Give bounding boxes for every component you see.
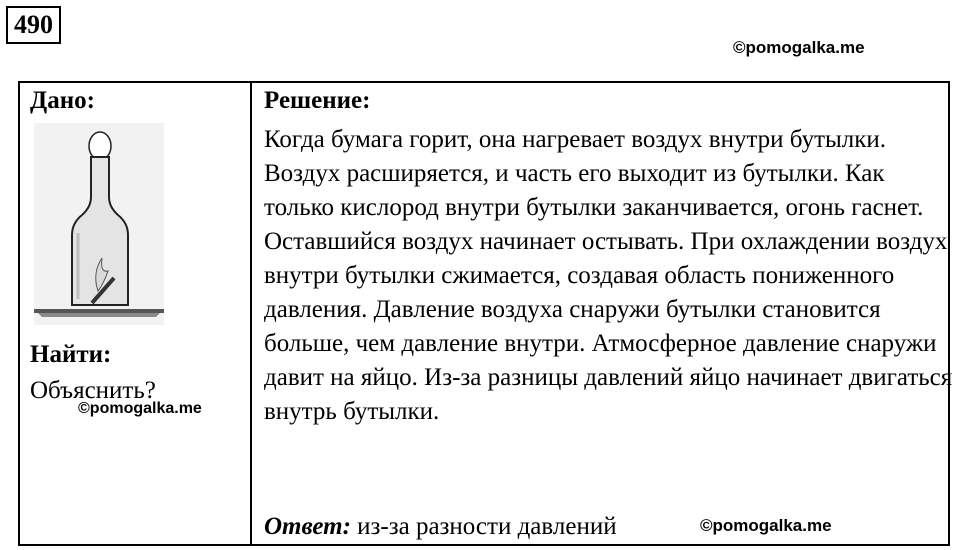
given-column [19,82,251,545]
watermark-bottom: ©pomogalka.me [700,516,832,535]
find-label: Найти: [30,341,112,368]
find-value: Объяснить? [30,377,156,404]
watermark-top: ©pomogalka.me [733,38,865,57]
given-label: Дано: [30,87,95,114]
problem-number: 490 [6,6,61,44]
answer-line [264,513,617,541]
solution-text: Когда бумага горит, она нагревает воздух внутри бутылки. Воздух расширяется, и часть его выходит из бутылки. Как только кислород внутри бутылки заканчивается, огонь гаснет. Оставшийся воздух начинает остывать. При охлаждении воздух внутри бутылки сжимается, создавая область пониженного давления. Давление воздуха снаружи бутылки становится больше, чем давление внутри. Атмосферное давление снаружи давит на яйцо. Из-за разницы давлений яйцо начинает двигаться внутрь бутылки. [264,126,953,425]
solution-column [251,82,953,545]
bottle-illustration [34,123,164,325]
watermark-left: ©pomogalka.me [78,400,202,417]
answer-label: Ответ: [264,513,351,540]
solution-label: Решение: [264,87,371,114]
task-table [18,81,953,546]
answer-text: из-за разности давлений [357,513,617,540]
